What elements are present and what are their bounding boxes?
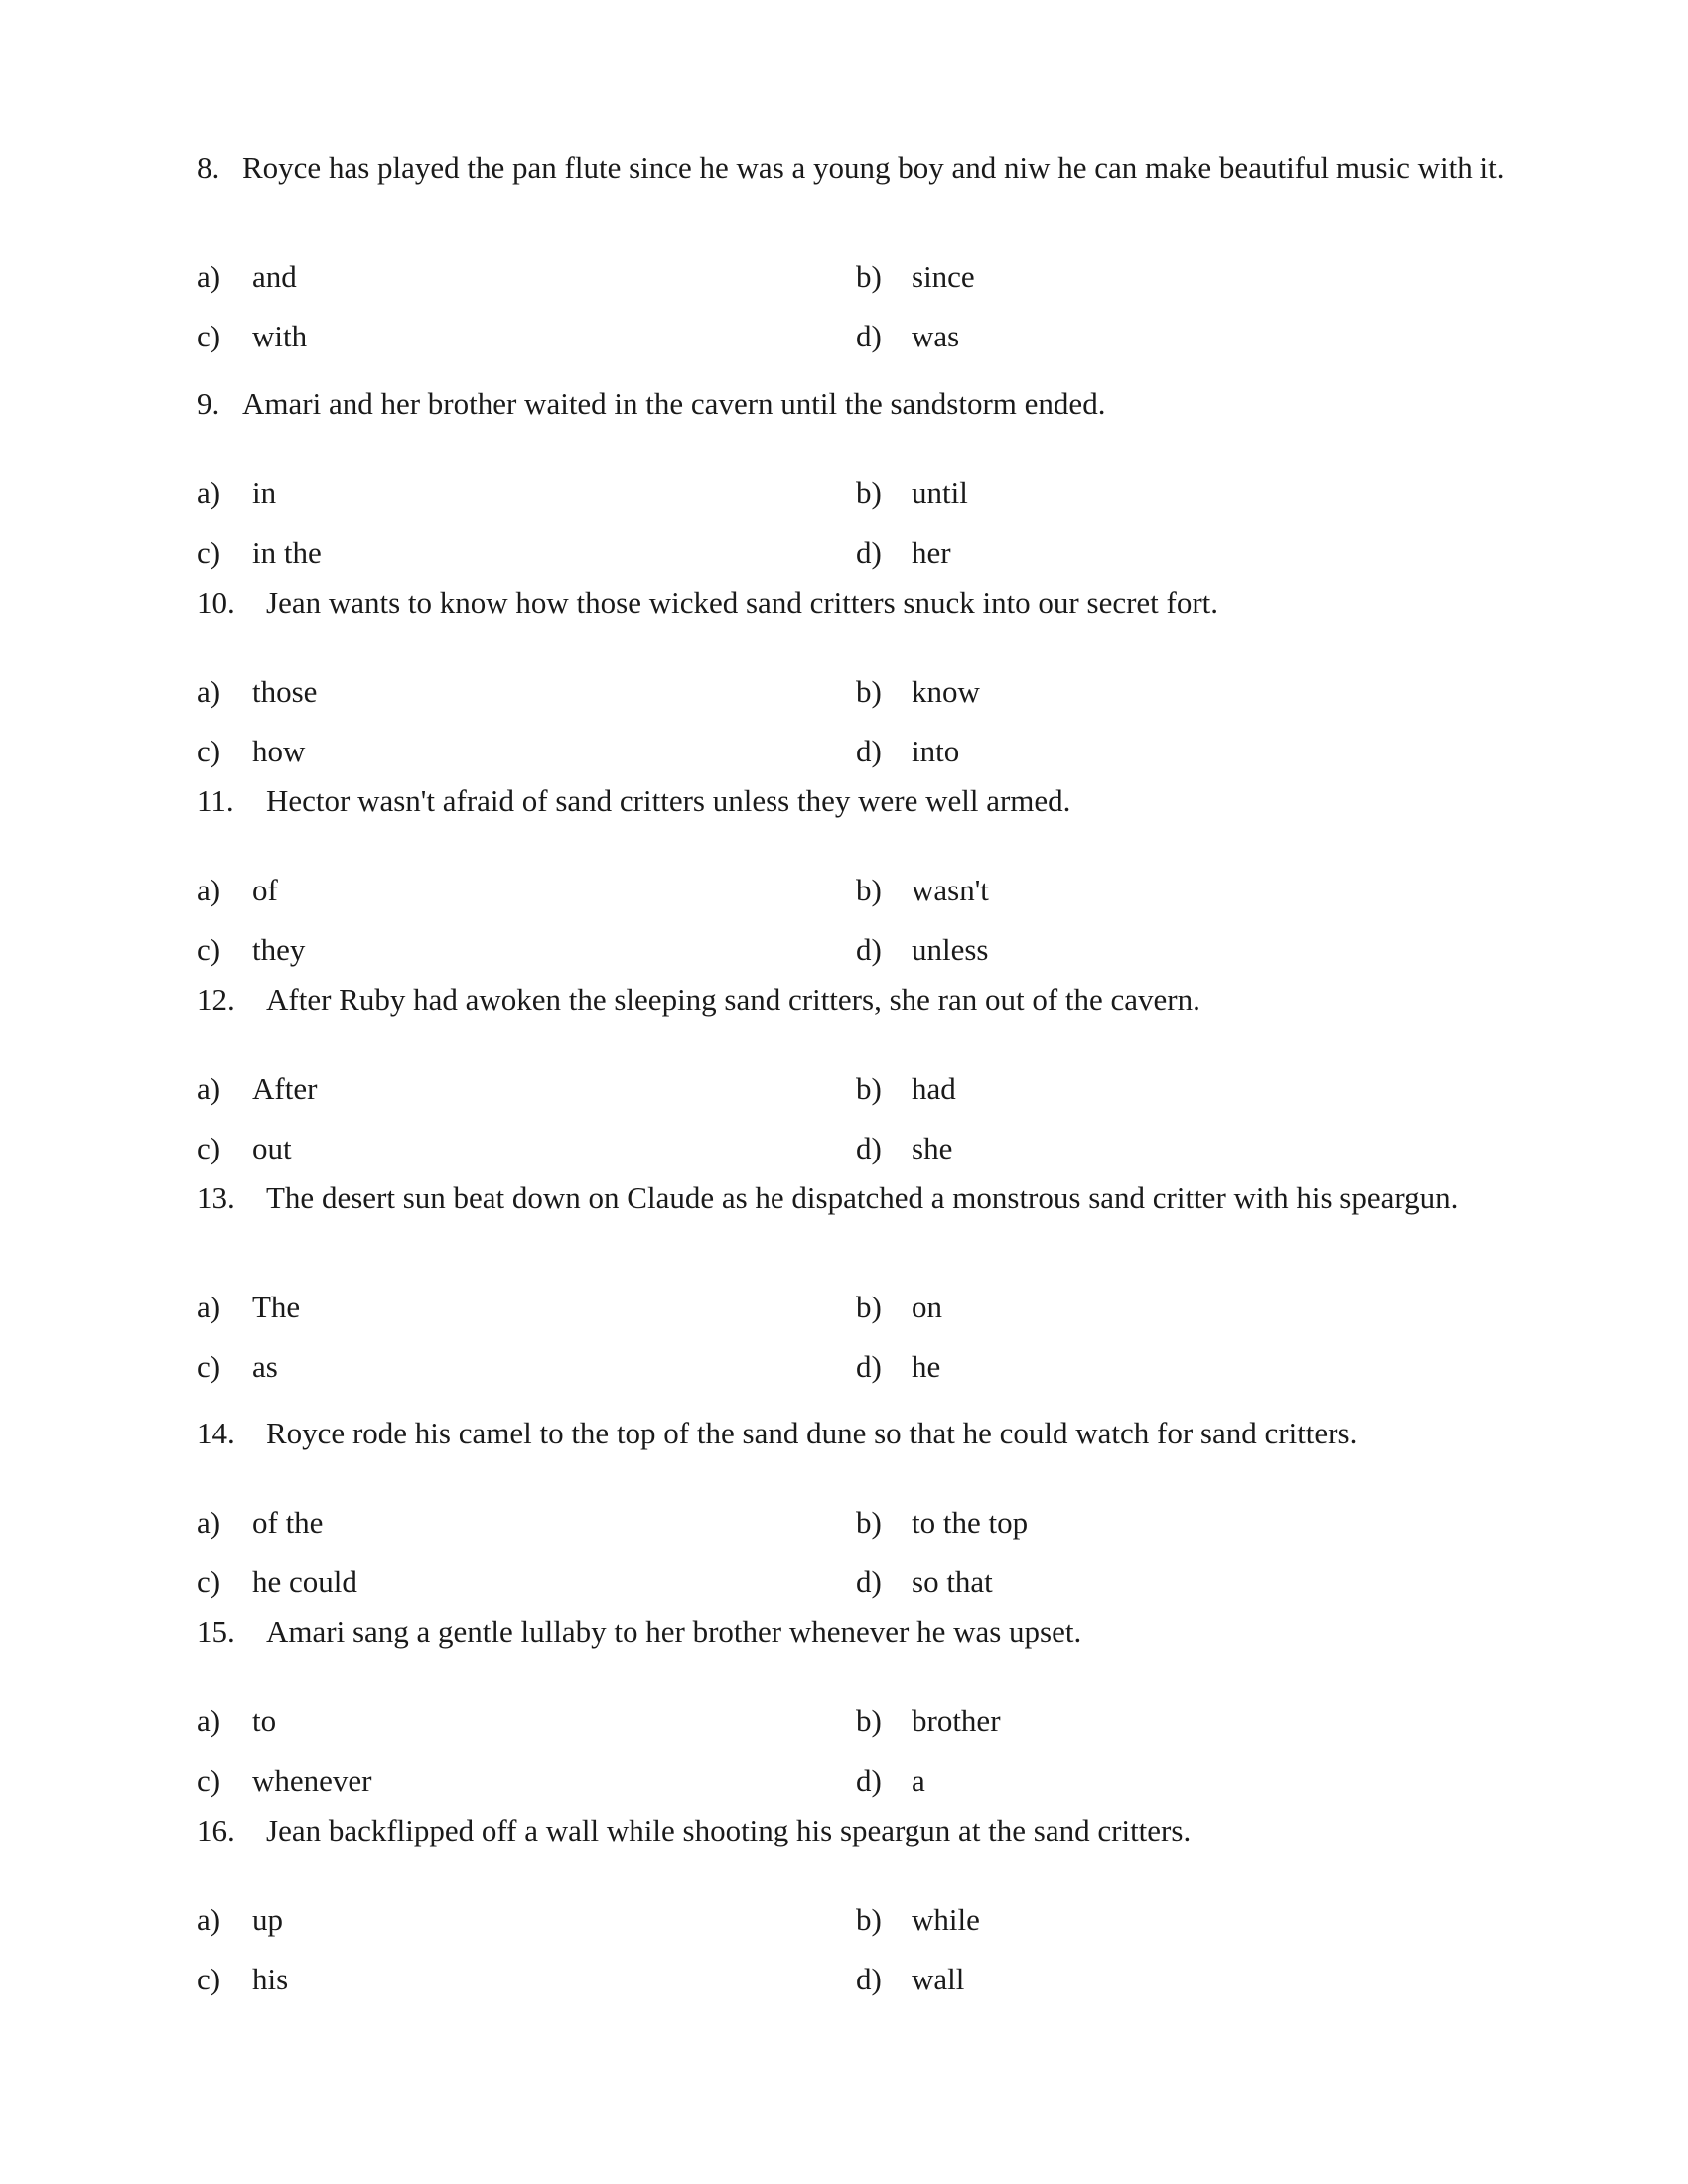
question-number: 15. [197, 1614, 235, 1649]
question-number: 12. [197, 982, 235, 1017]
option-letter: c) [197, 1565, 221, 1599]
option-letter: d) [856, 734, 882, 768]
option-text: unless [912, 932, 989, 967]
option-letter: c) [197, 1349, 221, 1384]
option-text: until [912, 476, 968, 510]
option-letter: d) [856, 319, 882, 353]
question-number: 9. [197, 386, 220, 421]
option-text: a [912, 1763, 925, 1798]
question-text: The desert sun beat down on Claude as he dispatched a monstrous sand critter with his speargun. [266, 1180, 1459, 1215]
question-stem [197, 385, 1507, 423]
option-letter: b) [856, 259, 882, 294]
question-number: 11. [197, 783, 234, 818]
option-text: The [252, 1290, 301, 1324]
question-stem [197, 584, 1507, 621]
option-letter: d) [856, 535, 882, 570]
question-15 [197, 1613, 1507, 1798]
option-text: her [912, 535, 951, 570]
option-text: to [252, 1704, 277, 1738]
option-text: since [912, 259, 975, 294]
option-text: he could [252, 1565, 357, 1599]
option-text: After [252, 1071, 318, 1106]
option-letter: b) [856, 1704, 882, 1738]
option-text: and [252, 259, 297, 294]
option-text: while [912, 1902, 980, 1937]
question-stem [197, 1613, 1507, 1651]
option-letter: c) [197, 319, 221, 353]
option-text: had [912, 1071, 956, 1106]
option-text: his [252, 1962, 289, 1996]
question-number: 16. [197, 1813, 235, 1847]
question-text: Royce has played the pan flute since he was a young boy and niw he can make beautiful music with it. [242, 150, 1505, 185]
option-text: they [252, 932, 306, 967]
question-stem [197, 1179, 1507, 1217]
option-text: wasn't [912, 873, 989, 907]
option-text: those [252, 674, 318, 709]
option-letter: a) [197, 1505, 221, 1540]
option-letter: c) [197, 1763, 221, 1798]
option-text: in [252, 476, 277, 510]
question-stem [197, 782, 1507, 820]
question-9 [197, 385, 1507, 570]
option-text: of [252, 873, 278, 907]
option-letter: c) [197, 932, 221, 967]
option-text: know [912, 674, 980, 709]
option-letter: c) [197, 1962, 221, 1996]
option-letter: b) [856, 1505, 882, 1540]
question-stem [197, 149, 1507, 187]
option-text: with [252, 319, 308, 353]
option-letter: b) [856, 1902, 882, 1937]
question-number: 13. [197, 1180, 235, 1215]
question-stem [197, 981, 1507, 1019]
option-letter: a) [197, 674, 221, 709]
option-letter: b) [856, 1071, 882, 1106]
option-letter: c) [197, 1131, 221, 1165]
option-letter: b) [856, 476, 882, 510]
option-text: up [252, 1902, 283, 1937]
option-text: whenever [252, 1763, 372, 1798]
question-text: After Ruby had awoken the sleeping sand critters, she ran out of the cavern. [266, 982, 1200, 1017]
option-letter: b) [856, 873, 882, 907]
option-text: brother [912, 1704, 1001, 1738]
option-letter: a) [197, 873, 221, 907]
option-text: so that [912, 1565, 993, 1599]
option-text: of the [252, 1505, 324, 1540]
option-text: to the top [912, 1505, 1029, 1540]
option-letter: c) [197, 535, 221, 570]
option-letter: a) [197, 259, 221, 294]
option-letter: b) [856, 1290, 882, 1324]
option-text: in the [252, 535, 322, 570]
question-text: Amari and her brother waited in the cavern until the sandstorm ended. [242, 386, 1106, 421]
question-stem [197, 1812, 1507, 1849]
option-text: on [912, 1290, 942, 1324]
option-letter: c) [197, 734, 221, 768]
option-letter: d) [856, 1962, 882, 1996]
option-letter: a) [197, 1902, 221, 1937]
question-text: Amari sang a gentle lullaby to her brother whenever he was upset. [266, 1614, 1082, 1649]
option-letter: d) [856, 1565, 882, 1599]
question-text: Jean wants to know how those wicked sand critters snuck into our secret fort. [266, 585, 1219, 619]
option-text: how [252, 734, 306, 768]
option-letter: d) [856, 1349, 882, 1384]
question-11 [197, 782, 1507, 967]
question-number: 14. [197, 1416, 235, 1450]
option-text: as [252, 1349, 278, 1384]
option-letter: b) [856, 674, 882, 709]
option-text: she [912, 1131, 953, 1165]
question-8 [197, 149, 1507, 353]
question-16 [197, 1812, 1507, 1996]
question-stem [197, 1415, 1507, 1452]
option-letter: d) [856, 1763, 882, 1798]
option-text: out [252, 1131, 292, 1165]
question-12 [197, 981, 1507, 1165]
option-text: into [912, 734, 960, 768]
option-text: he [912, 1349, 941, 1384]
question-number: 8. [197, 150, 220, 185]
question-number: 10. [197, 585, 235, 619]
question-text: Royce rode his camel to the top of the sand dune so that he could watch for sand critters. [266, 1416, 1358, 1450]
option-text: wall [912, 1962, 965, 1996]
question-14 [197, 1415, 1507, 1599]
option-letter: a) [197, 1704, 221, 1738]
question-13 [197, 1179, 1507, 1384]
option-letter: d) [856, 932, 882, 967]
option-text: was [912, 319, 960, 353]
question-text: Hector wasn't afraid of sand critters unless they were well armed. [266, 783, 1071, 818]
option-letter: d) [856, 1131, 882, 1165]
option-letter: a) [197, 1290, 221, 1324]
question-text: Jean backflipped off a wall while shooting his speargun at the sand critters. [266, 1813, 1192, 1847]
option-letter: a) [197, 1071, 221, 1106]
question-10 [197, 584, 1507, 768]
option-letter: a) [197, 476, 221, 510]
